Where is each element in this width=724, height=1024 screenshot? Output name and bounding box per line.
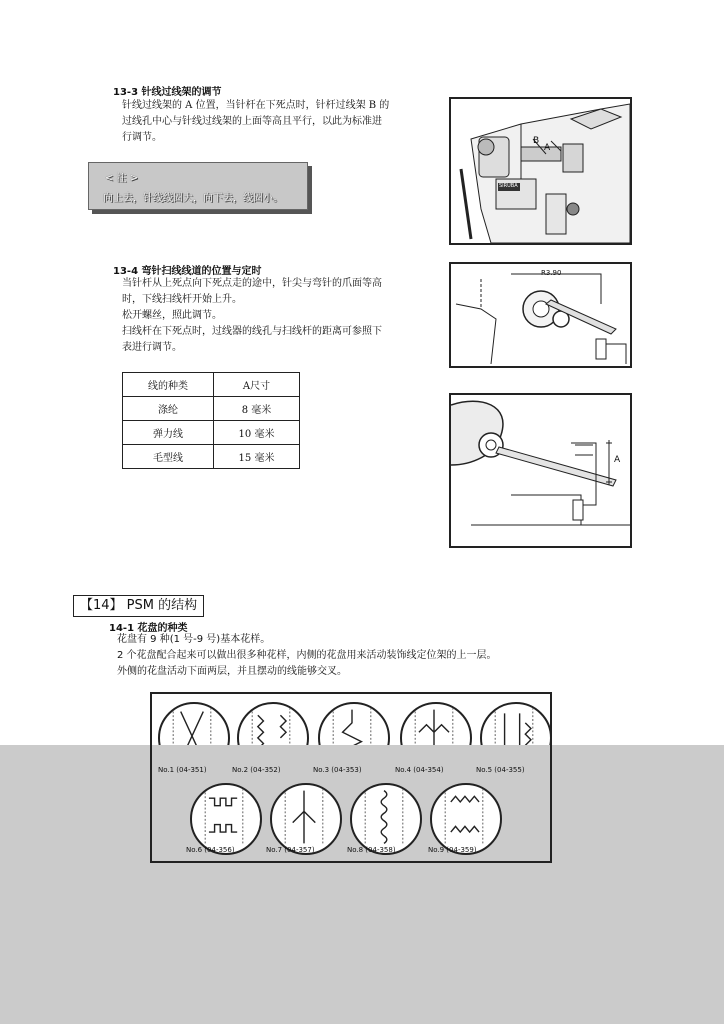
text-line: 表进行调节。 [122, 342, 182, 353]
text-line: 当针杆从上死点向下死点走的途中，针尖与弯针的爪面等高 [122, 278, 382, 289]
note-text: 向上去，针线线圈大，向下去，线圈小。 [103, 193, 283, 204]
table-cell: 10 毫米 [214, 421, 300, 445]
table-cell: 弹力线 [123, 421, 214, 445]
looper-figure-top [449, 262, 632, 368]
label-r: R3.90 [541, 269, 562, 277]
text-line: 松开螺丝，照此调节。 [122, 310, 222, 321]
section-13-3-body [122, 98, 452, 146]
table-header: 线的种类 [123, 373, 214, 397]
label-b: B [533, 136, 540, 146]
looper-thread-illustration [451, 264, 630, 366]
note-box [88, 162, 308, 210]
table-cell: 15 毫米 [214, 445, 300, 469]
pattern-disc-6 [190, 783, 262, 855]
text-line: 过线孔中心与针线过线架的上面等高且平行，以此为标准进 [122, 116, 382, 127]
disc-label: No.6 (04-356) [186, 846, 235, 854]
note-title: < 注 > [105, 173, 139, 184]
table-cell: 涤纶 [123, 397, 214, 421]
machine-brand-plate: SIRUBA [499, 183, 518, 189]
disc-label: No.1 (04-351) [158, 766, 207, 774]
section-14-title: 【14】 PSM 的结构 [73, 595, 204, 617]
disc-label: No.3 (04-353) [313, 766, 362, 774]
disc-label: No.8 (04-358) [347, 846, 396, 854]
table-header-row [123, 373, 300, 397]
thread-take-up-illustration [451, 395, 630, 546]
table-row [123, 445, 300, 469]
text-line: 花盘有 9 种(1 号-9 号)基本花样。 [117, 634, 271, 645]
thread-guide-figure [449, 97, 632, 245]
sewing-machine-head-illustration [451, 99, 630, 243]
table-row [123, 397, 300, 421]
table-row [123, 421, 300, 445]
disc-label: No.5 (04-355) [476, 766, 525, 774]
pattern-disc-8 [350, 783, 422, 855]
label-a-dimension: A [614, 455, 621, 465]
pattern-disc-9 [430, 783, 502, 855]
label-a: A [544, 143, 551, 153]
disc-label: No.2 (04-352) [232, 766, 281, 774]
text-line: 外侧的花盘活动下面两层，并且摆动的线能够交叉。 [117, 666, 347, 677]
table-header: A尺寸 [214, 373, 300, 397]
disc-label: No.4 (04-354) [395, 766, 444, 774]
disc-label: No.9 (04-359) [428, 846, 477, 854]
table-cell: 毛型线 [123, 445, 214, 469]
text-line: 2 个花盘配合起来可以做出很多种花样，内侧的花盘用来活动装饰线定位架的上一层。 [117, 650, 497, 661]
section-13-4-body [122, 276, 452, 356]
looper-figure-bottom [449, 393, 632, 548]
text-line: 扫线杆在下死点时，过线器的线孔与扫线杆的距离可参照下 [122, 326, 382, 337]
section-13-3-heading: 13-3 针线过线架的调节 [113, 87, 222, 98]
table-cell: 8 毫米 [214, 397, 300, 421]
text-line: 行调节。 [122, 132, 162, 143]
disc-label: No.7 (04-357) [266, 846, 315, 854]
section-13-4-heading: 13-4 弯针扫线线道的位置与定时 [113, 266, 262, 277]
section-14-1-body [117, 632, 617, 680]
section-14-1-heading: 14-1 花盘的种类 [109, 623, 188, 634]
thread-size-table [122, 372, 300, 469]
text-line: 针线过线架的 A 位置，当针杆在下死点时，针杆过线架 B 的 [122, 100, 390, 111]
text-line: 时，下线扫线杆开始上升。 [122, 294, 242, 305]
pattern-disc-7 [270, 783, 342, 855]
